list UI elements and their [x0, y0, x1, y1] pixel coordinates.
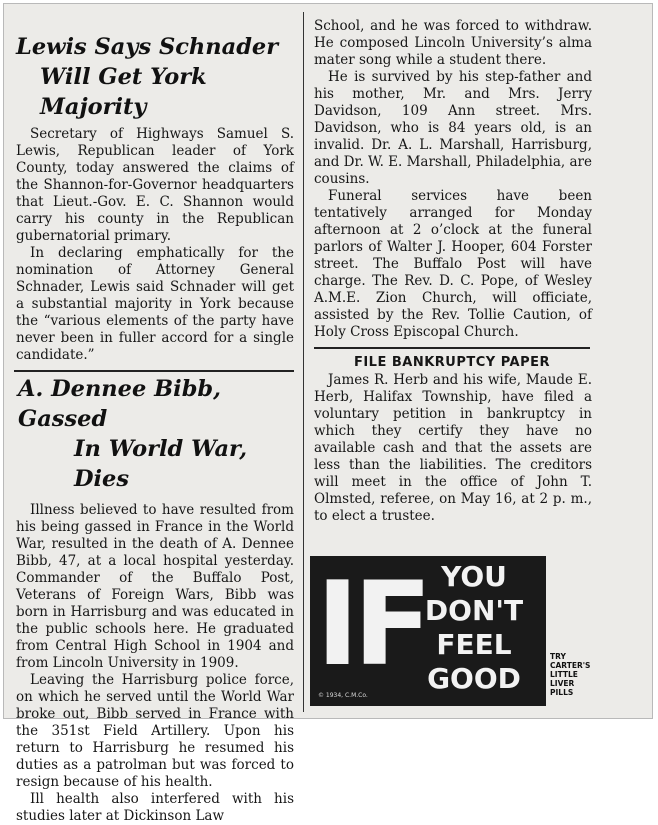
article-1-paragraph-2: In declaring emphatically for the nomination of Attorney General Schnader, Lewis said Schnader will get a substantial majority in York because the “various elements of the party have never been in fuller accord for a single candidate.”: [16, 245, 294, 363]
article-2-headline-line-2: In World War, Dies: [74, 436, 248, 492]
article-2-paragraph-4: He is survived by his step-father and his mother, Mr. and Mrs. Jerry Davidson, 109 Ann street. Mrs. Davidson, who is 84 years old, is an invalid. Dr. A. L. Marshall, Harrisburg, and Dr. W. E. Marshall, Philadelphia, are cousins.: [314, 69, 592, 187]
left-column: [6, 4, 302, 824]
article-2-paragraph-5: Funeral services have been tentatively arranged for Monday afternoon at 2 o’clock at the funeral parlors of Walter J. Hooper, 604 Forster street. The Buffalo Post will have charge. The Rev. D. C. Pope, of Wesley A.M.E. Zion Church, will officiate, assisted by the Rev. Tollie Caution, of Holy Cross Episcopal Church.: [314, 188, 592, 340]
article-2-paragraph-3: Ill health also interfered with his studies later at Dickinson Law: [16, 791, 294, 824]
ad-copyright: © 1934, C.M.Co.: [318, 692, 368, 699]
ad-liver-line: LIVER: [550, 679, 575, 688]
article-1-headline-line-2: Will Get York Majority: [40, 64, 207, 120]
ad-line-you: YOU: [441, 560, 507, 593]
article-3-paragraph: James R. Herb and his wife, Maude E. Herb, Halifax Township, have filed a voluntary petition in bankruptcy in which they certify they have no available cash and that the assets are less than the liabilities. The creditors will meet in the office of John T. Olmsted, referee, on May 16, at 2 p. m., to elect a trustee.: [314, 372, 592, 524]
ad-big-if: IF: [316, 557, 427, 692]
ad-line-dont: DON'T: [424, 594, 524, 627]
article-1-paragraph-1: Secretary of Highways Samuel S. Lewis, Republican leader of York County, today answered the claims of the Shannon-for-Governor headquarters that Lieut.-Gov. E. C. Shannon would carry his county in the Republican gubernatorial primary.: [16, 126, 294, 244]
ad-line-feel: FEEL: [436, 628, 512, 661]
ad-line-good: GOOD: [427, 662, 521, 695]
article-1-headline-line-1: Lewis Says Schnader: [16, 34, 279, 60]
article-divider: [14, 370, 294, 372]
ad-slogan: [406, 560, 542, 696]
article-1-headline: [6, 32, 302, 122]
article-2-headline: [6, 374, 302, 494]
article-2-continuation: School, and he was forced to withdraw. He composed Lincoln University’s alma mater song while a student there.: [314, 18, 592, 68]
ad-try-line: TRY: [550, 652, 566, 661]
ad-little-line: LITTLE: [550, 670, 578, 679]
ad-pills-line: PILLS: [550, 688, 574, 697]
newspaper-clipping: [3, 3, 653, 824]
article-2-paragraph-1: Illness believed to have resulted from his being gassed in France in the World War, resulted in the death of A. Dennee Bibb, 47, at a local hospital yesterday. Commander of the Buffalo Post, Veterans of Foreign Wars, Bibb was born in Harrisburg and was educated in the public schools here. He graduated from Central High School in 1904 and from Lincoln University in 1909.: [16, 502, 294, 671]
column-rule: [303, 12, 304, 712]
article-2-paragraph-2: Leaving the Harrisburg police force, on which he served until the World War broke out, Bibb served in France with the 351st Field Artillery. Upon his return to Harrisburg he resumed his duties as a patrolman but was forced to resign because of his health.: [16, 672, 294, 790]
article-divider-right: [314, 347, 590, 349]
ad-brand-block: [550, 652, 598, 697]
article-2-headline-line-1: A. Dennee Bibb, Gassed: [18, 376, 221, 432]
ad-brand-line: CARTER'S: [550, 661, 591, 670]
article-3-headline: FILE BANKRUPTCY PAPER: [353, 355, 551, 370]
carters-pills-advertisement: [310, 556, 546, 706]
